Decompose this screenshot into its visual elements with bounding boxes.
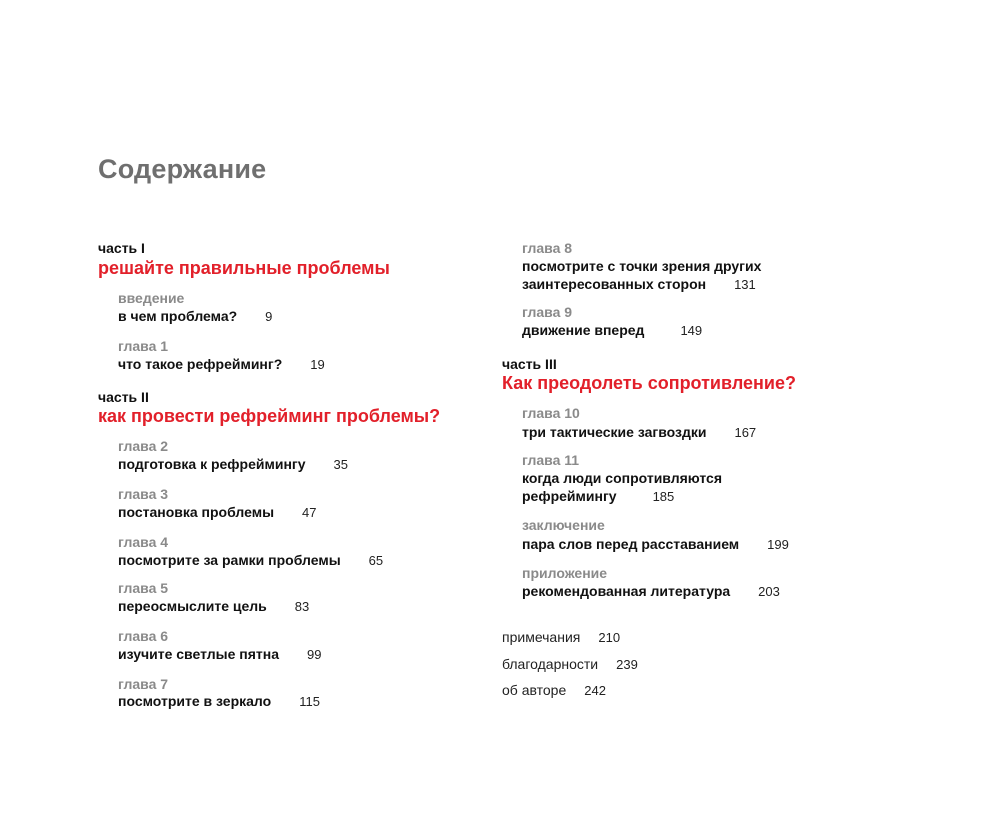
chapter-9-entry[interactable] xyxy=(522,322,702,338)
chapter-3-entry[interactable] xyxy=(118,504,317,520)
chapter-5-entry[interactable] xyxy=(118,598,309,614)
notes-page: 210 xyxy=(598,630,621,645)
chapter-8-entry[interactable] xyxy=(522,276,756,292)
part-1-label: часть I xyxy=(98,240,145,256)
chapter-6-page: 99 xyxy=(307,647,322,662)
chapter-3-title: постановка проблемы xyxy=(118,504,275,520)
chapter-8-title-line2: заинтересованных сторон xyxy=(522,276,707,292)
chapter-11-label: глава 11 xyxy=(522,452,580,468)
chapter-9-title: движение вперед xyxy=(522,322,645,338)
chapter-7-label: глава 7 xyxy=(118,676,169,692)
chapter-10-label: глава 10 xyxy=(522,405,580,421)
chapter-6-entry[interactable] xyxy=(118,646,321,662)
chapter-8-title-line1[interactable]: посмотрите с точки зрения других xyxy=(522,258,762,274)
notes-title: примечания xyxy=(502,629,581,645)
chapter-10-page: 167 xyxy=(734,425,757,440)
acknowledgements-title: благодарности xyxy=(502,656,599,672)
chapter-4-label: глава 4 xyxy=(118,534,169,550)
about-author-title: об авторе xyxy=(502,682,567,698)
conclusion-entry[interactable] xyxy=(522,536,789,552)
chapter-2-label: глава 2 xyxy=(118,438,169,454)
chapter-3-page: 47 xyxy=(302,505,317,520)
intro-page: 9 xyxy=(265,309,273,324)
part-3-title[interactable]: Как преодолеть сопротивление? xyxy=(502,373,796,393)
acknowledgements-entry[interactable] xyxy=(502,656,638,672)
chapter-2-entry[interactable] xyxy=(118,456,348,472)
conclusion-label: заключение xyxy=(522,517,605,533)
chapter-11-title-line2: рефреймингу xyxy=(522,488,617,504)
chapter-11-entry[interactable] xyxy=(522,488,674,504)
chapter-3-label: глава 3 xyxy=(118,486,169,502)
conclusion-title: пара слов перед расставанием xyxy=(522,536,740,552)
intro-entry[interactable] xyxy=(118,308,272,324)
part-2-label: часть II xyxy=(98,389,149,405)
chapter-11-title-line1[interactable]: когда люди сопротивляются xyxy=(522,470,723,486)
chapter-6-label: глава 6 xyxy=(118,628,169,644)
part-2-title[interactable]: как провести рефрейминг проблемы? xyxy=(98,406,441,426)
chapter-7-title: посмотрите в зеркало xyxy=(118,693,272,709)
intro-label: введение xyxy=(118,290,185,306)
chapter-11-page: 185 xyxy=(652,489,675,504)
chapter-5-title: переосмыслите цель xyxy=(118,598,267,614)
part-1-title[interactable]: решайте правильные проблемы xyxy=(98,258,390,278)
chapter-10-title: три тактические загвоздки xyxy=(522,424,707,440)
chapter-1-title: что такое рефрейминг? xyxy=(118,356,283,372)
part-3-label: часть III xyxy=(502,356,557,372)
chapter-2-page: 35 xyxy=(333,457,349,472)
chapter-5-page: 83 xyxy=(294,599,310,614)
chapter-1-label: глава 1 xyxy=(118,338,169,354)
about-author-page: 242 xyxy=(584,683,606,698)
conclusion-page: 199 xyxy=(767,537,789,552)
chapter-1-page: 19 xyxy=(310,357,325,372)
chapter-1-entry[interactable] xyxy=(118,356,325,372)
chapter-9-label: глава 9 xyxy=(522,304,573,320)
chapter-4-title: посмотрите за рамки проблемы xyxy=(118,552,341,568)
chapter-8-label: глава 8 xyxy=(522,240,573,256)
page-title: Содержание xyxy=(98,154,267,184)
chapter-8-page: 131 xyxy=(734,277,756,292)
notes-entry[interactable] xyxy=(502,629,620,645)
appendix-label: приложение xyxy=(522,565,608,581)
acknowledgements-page: 239 xyxy=(616,657,638,672)
about-author-entry[interactable] xyxy=(502,682,606,698)
chapter-10-entry[interactable] xyxy=(522,424,756,440)
appendix-page: 203 xyxy=(758,584,780,599)
intro-title: в чем проблема? xyxy=(118,308,238,324)
chapter-4-page: 65 xyxy=(368,553,384,568)
appendix-entry[interactable] xyxy=(522,583,780,599)
appendix-title: рекомендованная литература xyxy=(522,583,731,599)
chapter-7-entry[interactable] xyxy=(118,693,320,709)
chapter-7-page: 115 xyxy=(299,694,320,709)
chapter-2-title: подготовка к рефреймингу xyxy=(118,456,306,472)
chapter-5-label: глава 5 xyxy=(118,580,169,596)
chapter-9-page: 149 xyxy=(680,323,703,338)
chapter-6-title: изучите светлые пятна xyxy=(118,646,279,662)
chapter-4-entry[interactable] xyxy=(118,552,383,568)
